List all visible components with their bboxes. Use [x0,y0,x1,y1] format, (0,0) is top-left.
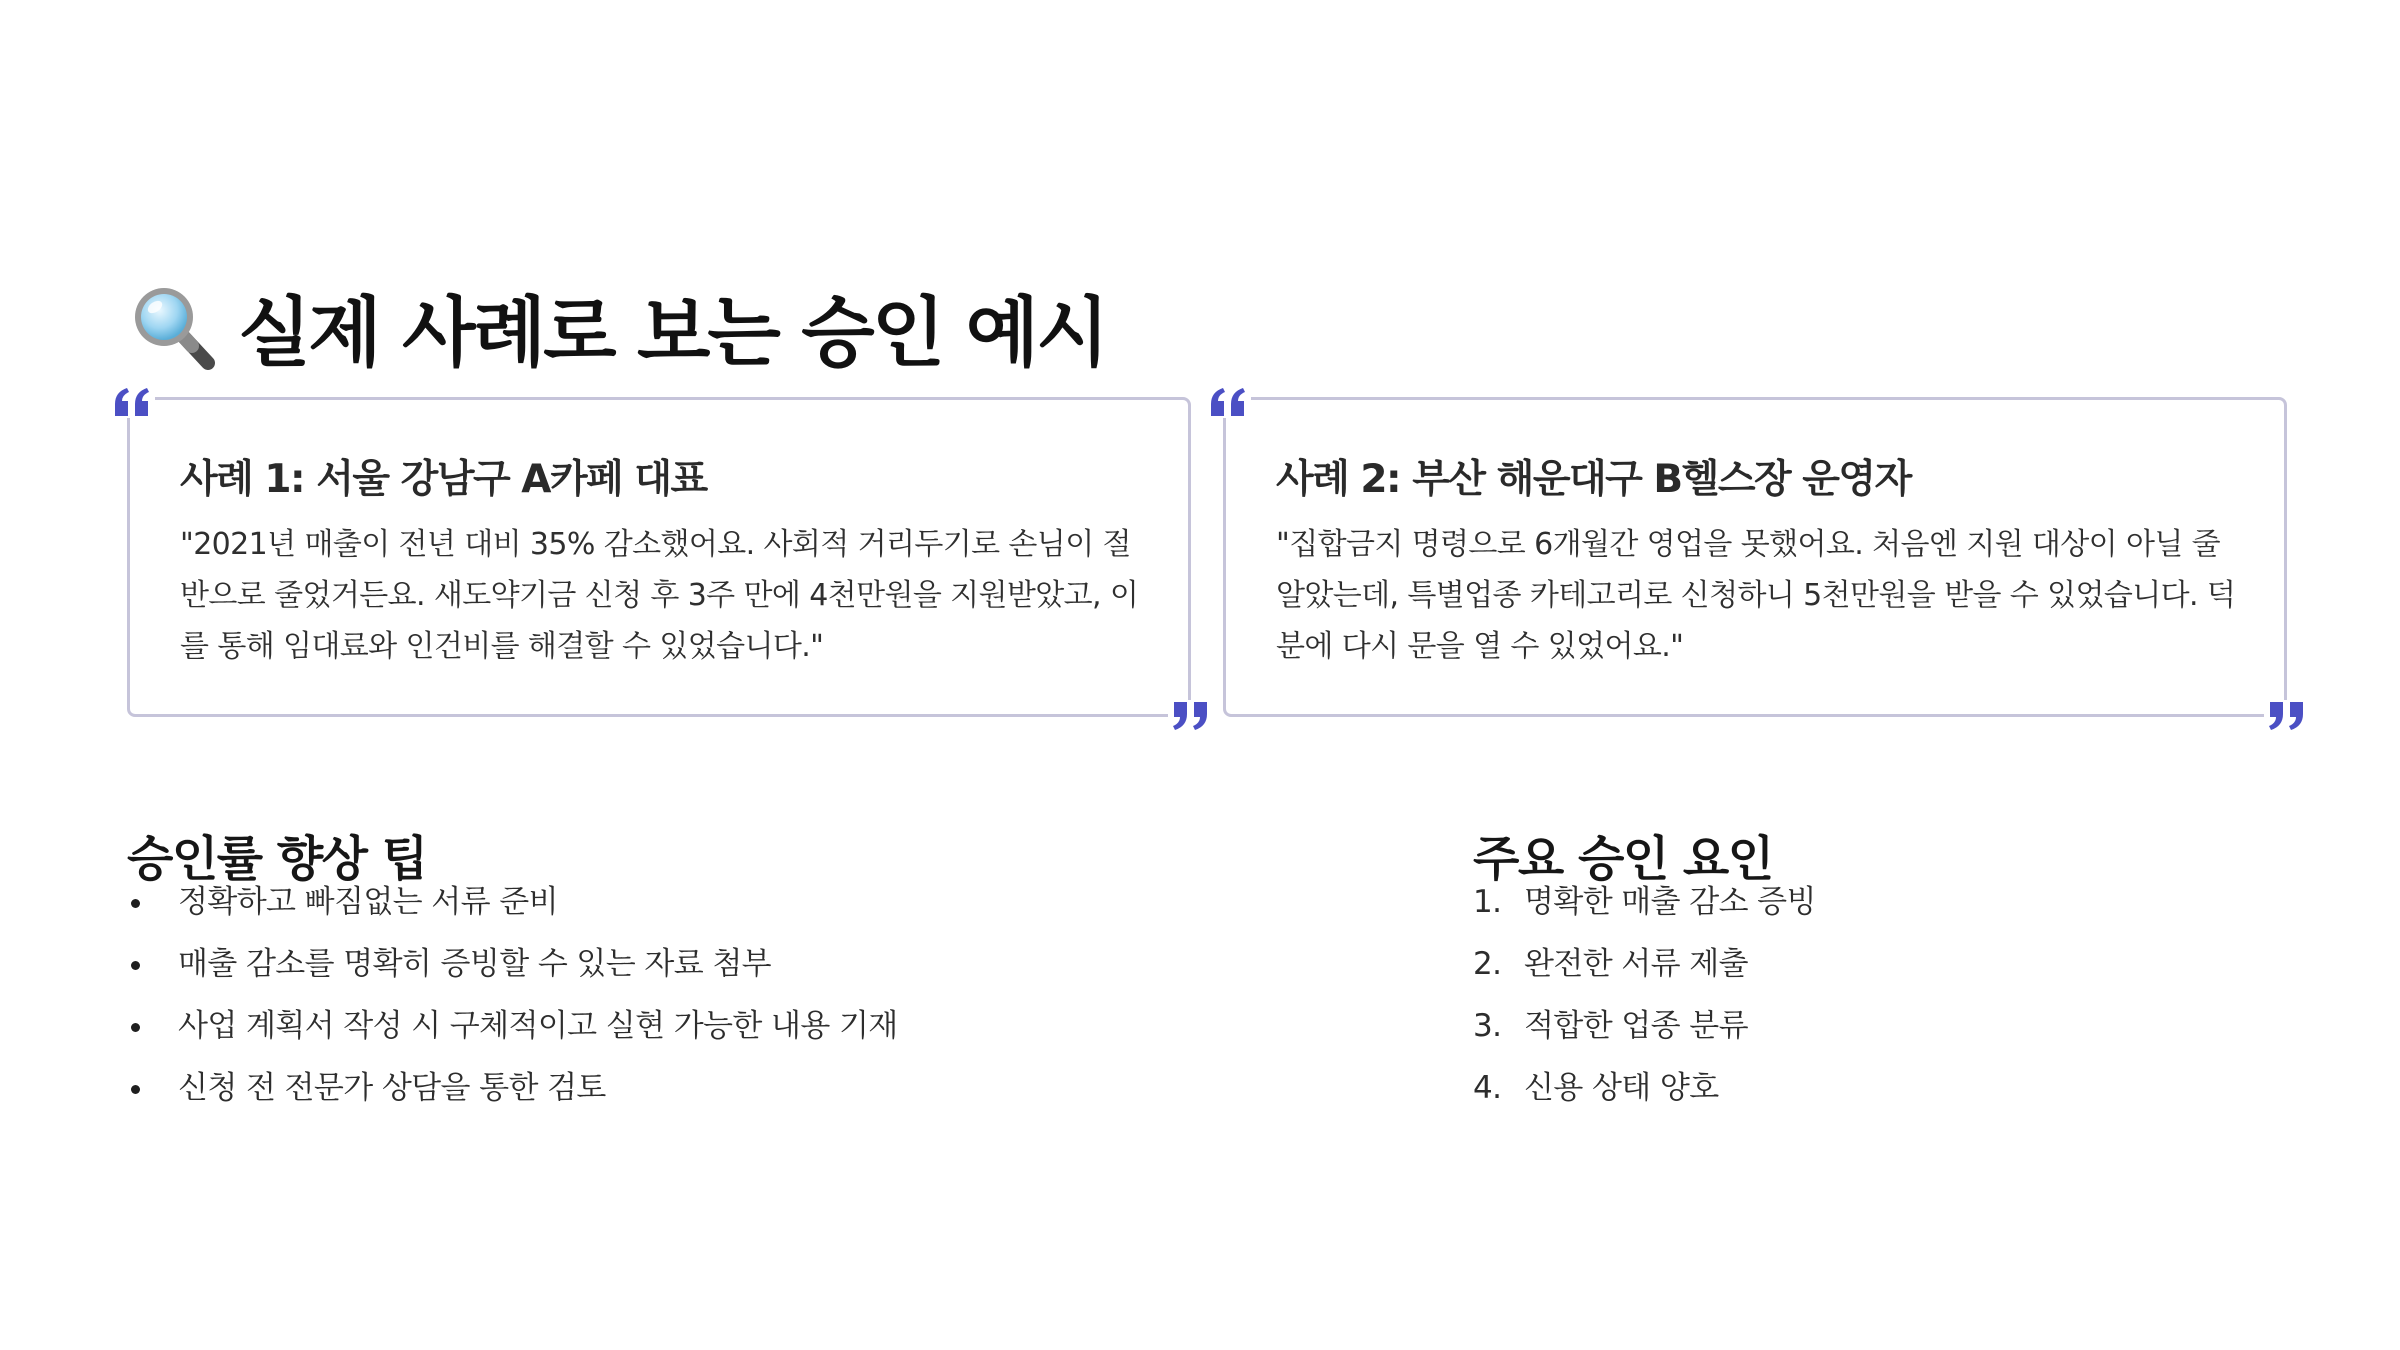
factor-text: 명확한 매출 감소 증빙 [1524,884,1816,920]
list-number: 4. [1473,1070,1502,1106]
case-title: 사례 2: 부산 해운대구 B헬스장 운영자 [1276,457,1911,502]
tip-text: 신청 전 전문가 상담을 통한 검토 [178,1070,606,1106]
tip-text: 정확하고 빠짐없는 서류 준비 [178,884,558,920]
list-item [127,940,898,1002]
list-item [1473,1002,1816,1064]
list-number: 3. [1473,1008,1502,1044]
list-item [1473,1064,1816,1126]
case-card-2 [1223,397,2287,717]
bullet-icon [131,1085,140,1094]
factor-text: 완전한 서류 제출 [1524,946,1748,982]
list-item [127,1002,898,1064]
list-item [1473,878,1816,940]
list-number: 1. [1473,884,1502,920]
list-item [127,878,898,940]
factors-heading: 주요 승인 요인 [1473,830,1773,887]
bullet-icon [131,961,140,970]
tip-text: 매출 감소를 명확히 증빙할 수 있는 자료 첨부 [178,946,772,982]
tips-list [127,878,898,1126]
case-quote: "집합금지 명령으로 6개월간 영업을 못했어요. 처음엔 지원 대상이 아닐 줄 알았는데, 특별업종 카테고리로 신청하니 5천만원을 받을 수 있었습니다. 덕분에 다시 문을 열 수 있었어요." [1276,527,2236,664]
case-card-1 [127,397,1191,717]
magnifying-glass-icon [128,281,220,373]
case-title: 사례 1: 서울 강남구 A카페 대표 [180,457,707,502]
factor-text: 적합한 업종 분류 [1524,1008,1748,1044]
page-title-text: 실제 사례로 보는 승인 예시 [238,288,1107,378]
factors-list [1473,878,1816,1126]
tip-text: 사업 계획서 작성 시 구체적이고 실현 가능한 내용 기재 [178,1008,898,1044]
list-item [1473,940,1816,1002]
tips-heading: 승인률 향상 팁 [127,830,427,887]
bullet-icon [131,899,140,908]
close-quote-icon [2264,700,2306,732]
bullet-icon [131,1023,140,1032]
open-quote-icon [1209,386,1251,418]
list-number: 2. [1473,946,1502,982]
factor-text: 신용 상태 양호 [1524,1070,1719,1106]
close-quote-icon [1168,700,1210,732]
open-quote-icon [113,386,155,418]
case-quote: "2021년 매출이 전년 대비 35% 감소했어요. 사회적 거리두기로 손님이 절반으로 줄었거든요. 새도약기금 신청 후 3주 만에 4천만원을 지원받았고, 이를 통해 임대료와 인건비를 해결할 수 있었습니다." [180,527,1139,664]
list-item [127,1064,898,1126]
page-title [128,277,1106,377]
